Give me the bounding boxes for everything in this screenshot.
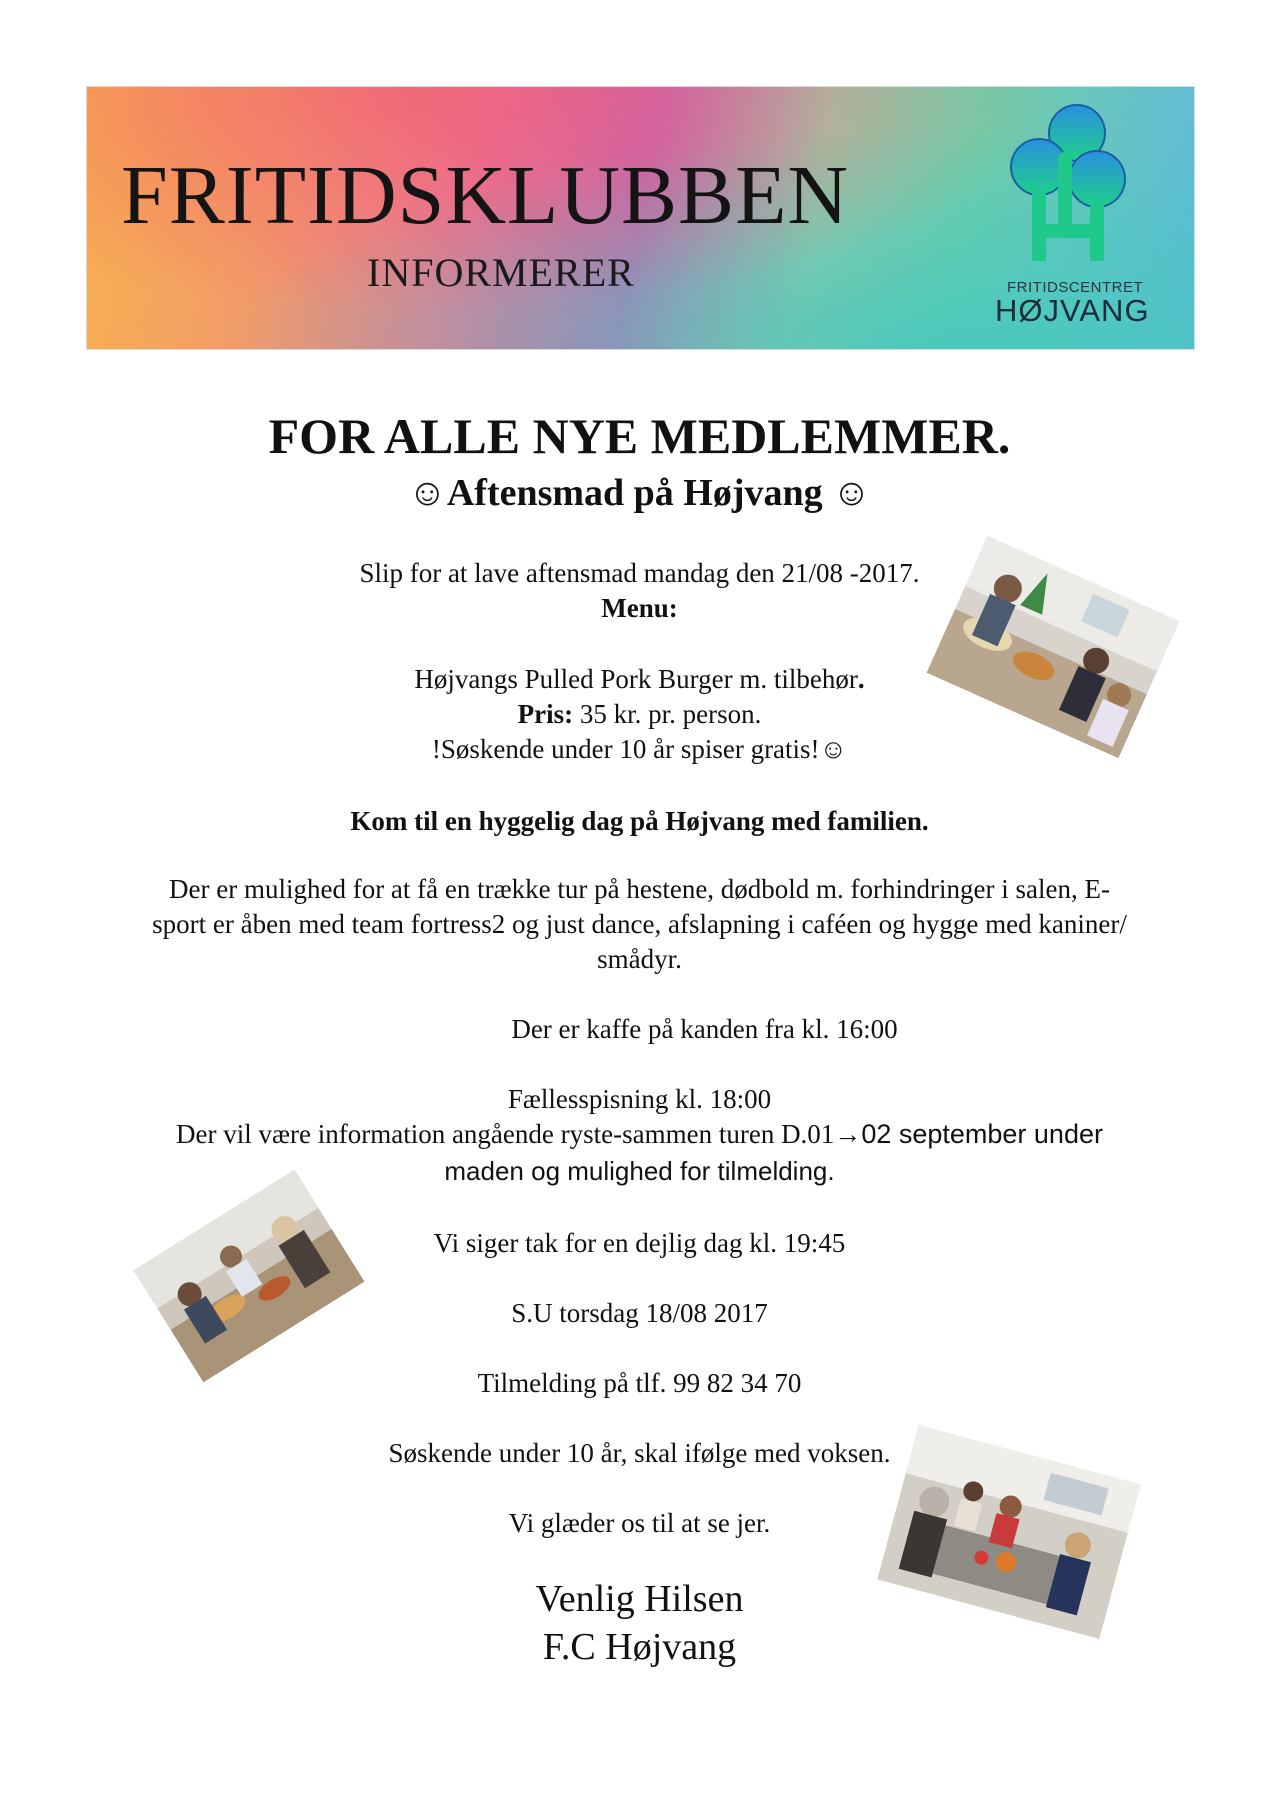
info-line-2: maden og mulighed for tilmelding.	[444, 1156, 835, 1186]
signature-greeting: Venlig Hilsen	[535, 1578, 744, 1620]
main-heading: FOR ALLE NYE MEDLEMMER.	[268, 408, 1011, 464]
invite-line: Kom til en hyggelig dag på Højvang med familien.	[350, 806, 929, 836]
price-value: 35 kr. pr. person.	[573, 699, 762, 729]
coffee-line: Der er kaffe på kanden fra kl. 16:00	[511, 1014, 898, 1044]
logo-big-text: HØJVANG	[995, 293, 1150, 328]
siblings-free-line: !Søskende under 10 år spiser gratis!☺	[431, 734, 848, 764]
logo-small-text: FRITIDSCENTRET	[1007, 279, 1144, 296]
activities-line-3: smådyr.	[597, 944, 682, 974]
dinner-photo-2	[133, 1170, 364, 1383]
banner-title: FRITIDSKLUBBEN	[121, 149, 850, 242]
date-line: Slip for at lave aftensmad mandag den 21/08 -2017.	[359, 558, 920, 588]
menu-item-text: Højvangs Pulled Pork Burger m. tilbehør	[414, 664, 858, 694]
signup-phone-line: Tilmelding på tlf. 99 82 34 70	[477, 1368, 802, 1398]
banner-subtitle: INFORMERER	[367, 250, 635, 295]
arrow-right-icon: →	[834, 1119, 862, 1149]
activities-line-2: sport er åben med team fortress2 og just dance, afslapning i caféen og hygge med kaniner/	[152, 909, 1127, 939]
sub-heading: ☺Aftensmad på Højvang ☺	[408, 472, 871, 514]
info-text-b: 02 september under	[861, 1119, 1103, 1149]
closing-line: Vi glæder os til at se jer.	[508, 1508, 771, 1538]
dinner-line: Fællesspisning kl. 18:00	[507, 1084, 772, 1114]
accompany-line: Søskende under 10 år, skal ifølge med voksen.	[388, 1438, 891, 1468]
activities-line-1: Der er mulighed for at få en trække tur på hestene, dødbold m. forhindringer i salen, E-	[169, 874, 1110, 904]
menu-label: Menu:	[601, 593, 678, 623]
info-text-a: Der vil være information angående ryste-sammen turen D.01	[176, 1119, 835, 1149]
menu-item-dot: .	[857, 664, 865, 694]
rsvp-deadline-line: S.U torsdag 18/08 2017	[511, 1298, 768, 1328]
tree-h-logo-icon	[995, 99, 1135, 261]
end-time-line: Vi siger tak for en dejlig dag kl. 19:45	[433, 1228, 846, 1258]
price-label: Pris:	[517, 699, 574, 729]
signature-sender: F.C Højvang	[542, 1626, 737, 1668]
info-line-1	[86, 1117, 1193, 1152]
header-banner	[86, 86, 1195, 350]
